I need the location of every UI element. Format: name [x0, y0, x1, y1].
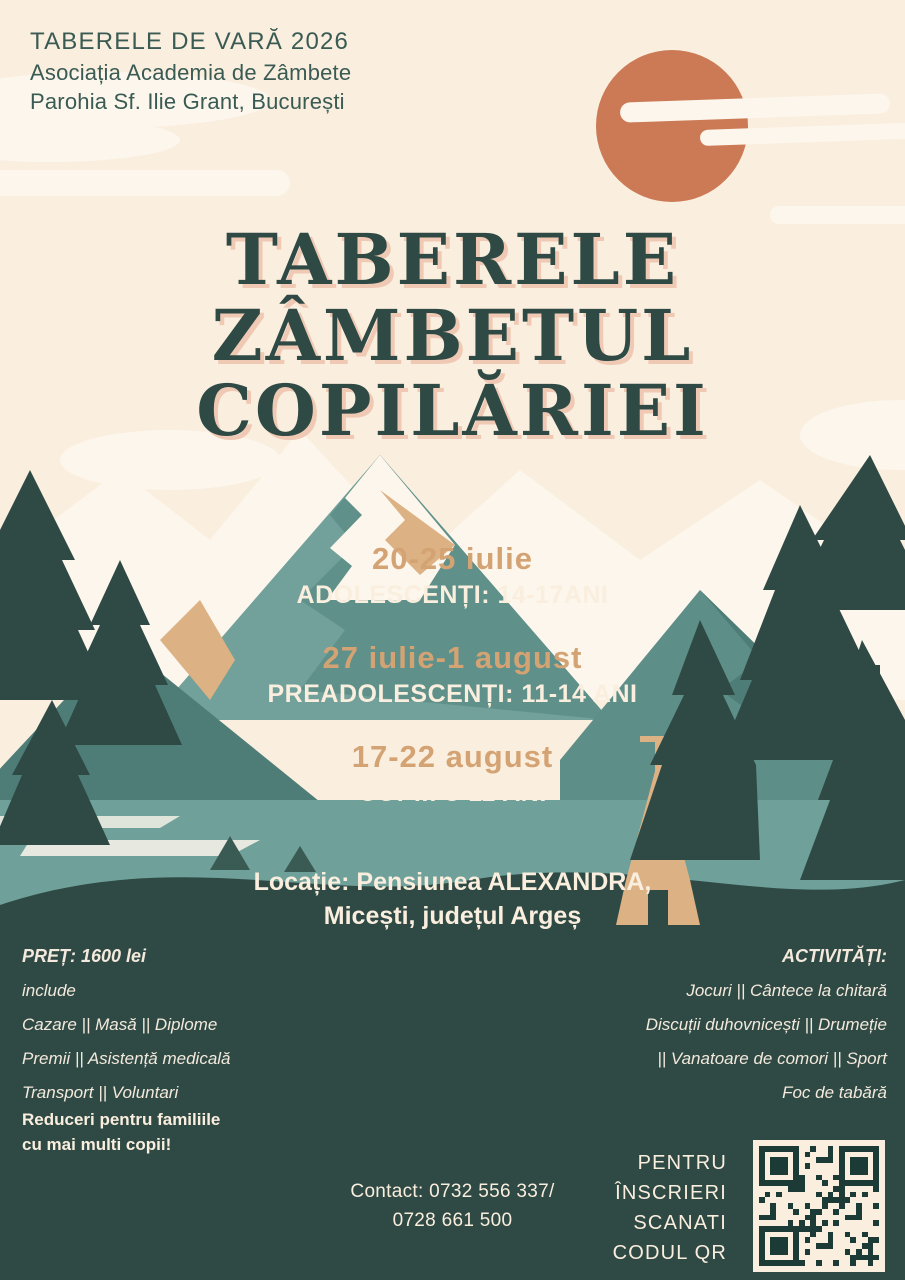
- qr-line-4: CODUL QR: [612, 1242, 727, 1264]
- activity-item: Discuții duhovnicești || Drumeție: [645, 1015, 887, 1034]
- discount-note: [22, 1108, 342, 1157]
- price-title: PREȚ: 1600 lei: [22, 946, 147, 966]
- price-item: Premii || Asistență medicală: [22, 1049, 231, 1068]
- price-includes-label: include: [22, 981, 76, 1000]
- session-audience: COPII: 8-11 ANI: [358, 779, 547, 808]
- header-line-1: TABERELE DE VARĂ 2026: [30, 28, 350, 55]
- session-audience: PREADOLESCENȚI: 11-14 ANI: [267, 680, 638, 709]
- qr-instructions: [567, 1148, 727, 1268]
- price-item: Transport || Voluntari: [22, 1083, 179, 1102]
- discount-line-2: cu mai multi copii!: [22, 1134, 172, 1154]
- header-line-3: Parohia Sf. Ilie Grant, București: [30, 88, 345, 114]
- activity-item: Foc de tabără: [782, 1083, 887, 1102]
- qr-code-grid: [759, 1146, 879, 1266]
- activities-block: [527, 938, 887, 1110]
- page-title: [0, 218, 905, 453]
- session-item: [0, 738, 905, 811]
- location-line-2: Micești, județul Argeș: [323, 901, 582, 930]
- session-dates: 20-25 iulie: [372, 541, 533, 576]
- session-dates: 17-22 august: [351, 738, 554, 774]
- session-list: [0, 540, 905, 837]
- qr-code[interactable]: [753, 1140, 885, 1272]
- discount-line-1: Reduceri pentru familiile: [22, 1110, 221, 1129]
- title-line-1: TABERELE: [225, 218, 680, 301]
- title-line-3: COPILĂRIEI: [196, 369, 709, 453]
- session-item: [0, 540, 905, 613]
- activity-item: Jocuri || Cântece la chitară: [686, 981, 887, 1000]
- session-item: [0, 639, 905, 712]
- price-block: [22, 938, 352, 1110]
- header-block: [30, 26, 351, 116]
- activity-item: || Vanatoare de comori || Sport: [657, 1049, 887, 1068]
- qr-line-2: ÎNSCRIERI: [615, 1182, 727, 1204]
- location-line-1: Locație: Pensiunea ALEXANDRA,: [253, 868, 652, 896]
- contact-line-2: 0728 661 500: [392, 1209, 513, 1231]
- price-item: Cazare || Masă || Diplome: [22, 1015, 218, 1034]
- location-block: [0, 866, 905, 934]
- session-audience: ADOLESCENȚI: 14-17ANI: [296, 581, 609, 610]
- qr-line-1: PENTRU: [637, 1152, 727, 1174]
- contact-line-1: Contact: 0732 556 337/: [350, 1181, 555, 1202]
- title-line-2: ZÂMBETUL: [211, 293, 694, 377]
- activities-title: ACTIVITĂȚI:: [782, 946, 887, 966]
- header-line-2: Asociația Academia de Zâmbete: [30, 59, 352, 85]
- session-dates: 27 iulie-1 august: [322, 639, 583, 675]
- qr-line-3: SCANATI: [633, 1212, 727, 1234]
